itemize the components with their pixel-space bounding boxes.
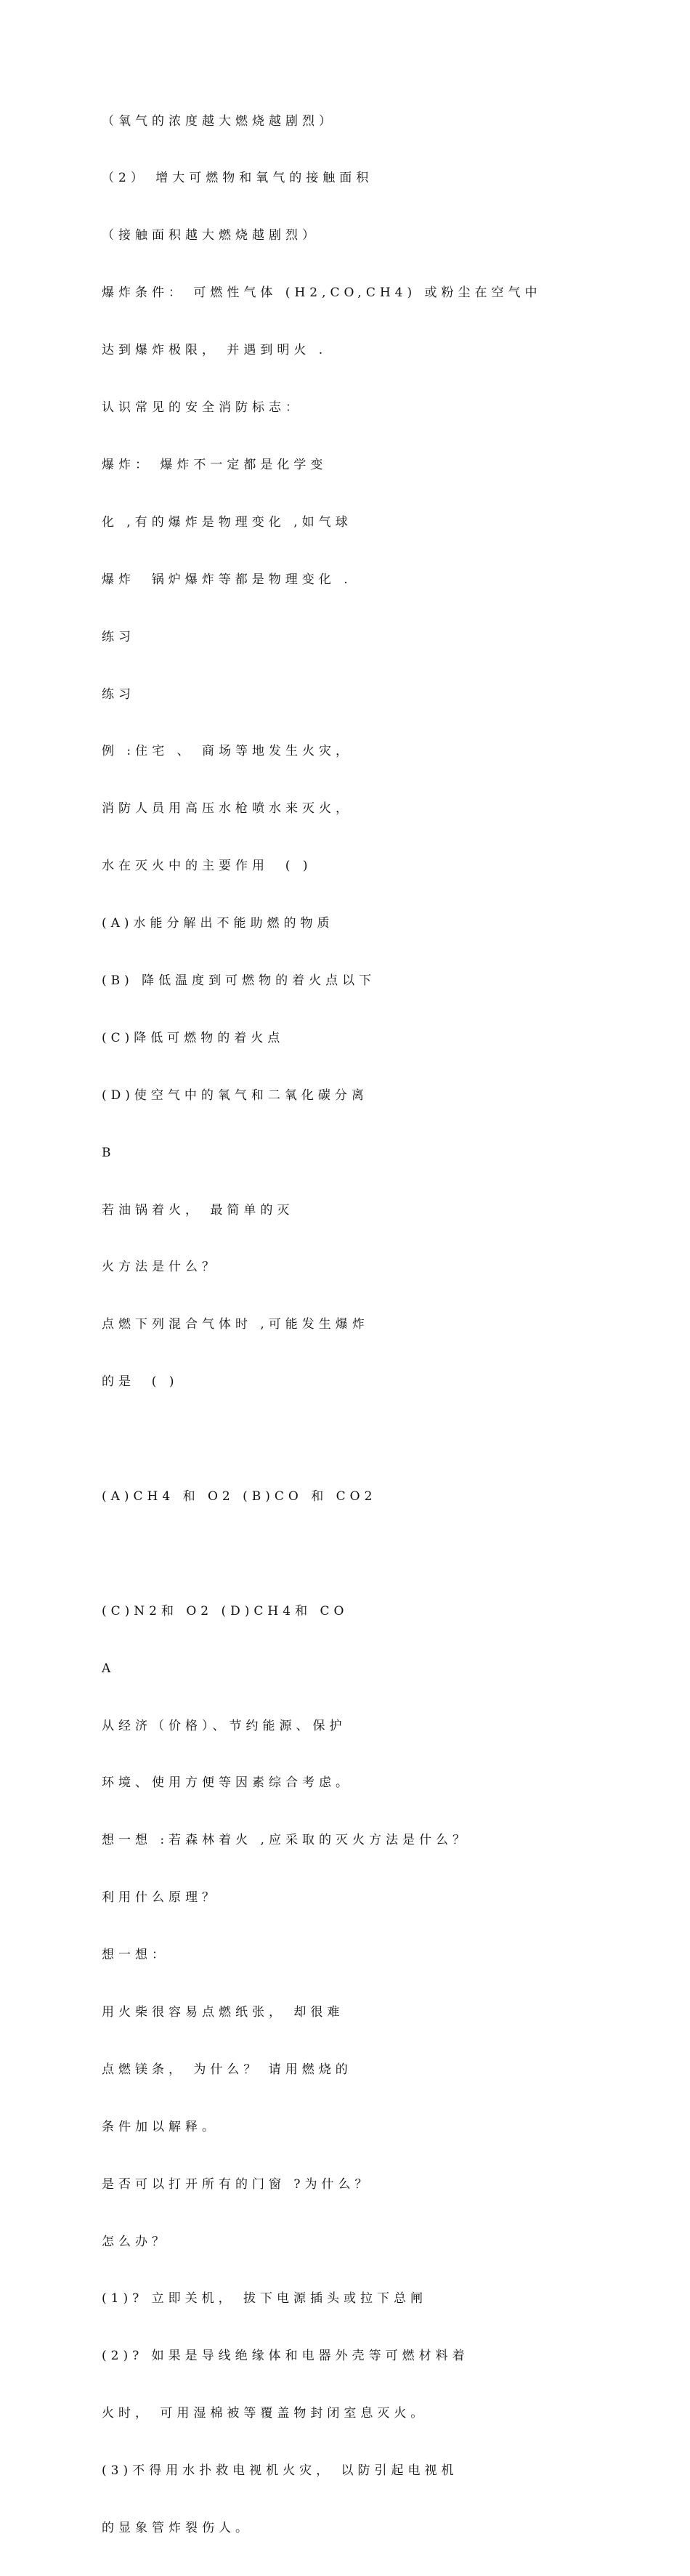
text-line: (D)使空气中的氧气和二氧化碳分离 <box>102 1087 368 1103</box>
text-line: 化 ,有的爆炸是物理变化 ,如气球 <box>102 514 352 530</box>
document-body <box>102 73 610 2576</box>
blank-line <box>102 1544 610 1563</box>
text-line: 想一想 :若森林着火 ,应采取的灭火方法是什么？ <box>102 1833 469 1848</box>
text-line: 爆炸条件： 可燃性气体 (H2,CO,CH4) 或粉尘在空气中 <box>102 285 542 301</box>
text-line: 练习 <box>102 686 135 702</box>
text-line: 从经济（价格）、节约能源、保护 <box>102 1718 346 1733</box>
text-line: 点燃镁条， 为什么？ 请用燃烧的 <box>102 2062 352 2077</box>
text-line: 用火柴很容易点燃纸张， 却很难 <box>102 2004 344 2020</box>
text-line: 若油锅着火， 最简单的灭 <box>102 1202 294 1218</box>
text-line: 想一想： <box>102 1948 169 1963</box>
text-line: 火方法是什么？ <box>102 1260 219 1275</box>
text-line: 达到爆炸极限， 并遇到明火 . <box>102 343 328 358</box>
text-line: 水在灭火中的主要作用 ( ) <box>102 859 312 874</box>
text-line: (A)CH4 和 O2 (B)CO 和 CO2 <box>102 1489 377 1504</box>
text-line: 练习 <box>102 629 135 644</box>
text-line: 爆炸 锅炉爆炸等都是物理变化 . <box>102 572 352 587</box>
text-line: （2） 增大可燃物和氧气的接触面积 <box>102 171 373 186</box>
text-line: 是否可以打开所有的门窗 ?为什么？ <box>102 2176 372 2192</box>
text-line: （氧气的浓度越大燃烧越剧烈） <box>102 113 336 129</box>
text-line: 条件加以解释。 <box>102 2119 219 2134</box>
text-line: 的显象管炸裂伤人。 <box>102 2521 252 2535</box>
text-line: B <box>102 1145 115 1160</box>
text-line: (C)N2和 O2 (D)CH4和 CO <box>102 1603 349 1619</box>
text-line: (A)水能分解出不能助燃的物质 <box>102 916 334 931</box>
text-line: A <box>102 1661 115 1676</box>
text-line: 环境、使用方便等因素综合考虑。 <box>102 1775 352 1791</box>
text-line: 消防人员用高压水枪喷水来灭火， <box>102 801 352 817</box>
text-line: （接触面积越大燃烧越剧烈） <box>102 228 319 243</box>
text-line: 例 :住宅 、 商场等地发生火灾， <box>102 744 352 759</box>
text-line: 爆炸： 爆炸不一定都是化学变 <box>102 457 328 472</box>
text-line: 的是 ( ) <box>102 1374 179 1390</box>
text-line: 利用什么原理？ <box>102 1890 219 1905</box>
text-line: (1)? 立即关机， 拔下电源插头或拉下总闸 <box>102 2291 428 2306</box>
blank-line <box>102 1430 610 1449</box>
text-line: (3)不得用水扑救电视机火灾， 以防引起电视机 <box>102 2463 458 2479</box>
text-line: 火时， 可用湿棉被等覆盖物封闭室息灭火。 <box>102 2406 428 2421</box>
text-line: (B) 降低温度到可燃物的着火点以下 <box>102 973 376 988</box>
text-line: 怎么办？ <box>102 2234 169 2249</box>
text-line: 点燃下列混合气体时 ,可能发生爆炸 <box>102 1317 369 1332</box>
text-line: 认识常见的安全消防标志： <box>102 400 302 416</box>
text-line: (2)? 如果是导线绝缘体和电器外壳等可燃材料着 <box>102 2349 469 2364</box>
text-line: (C)降低可燃物的着火点 <box>102 1030 285 1045</box>
